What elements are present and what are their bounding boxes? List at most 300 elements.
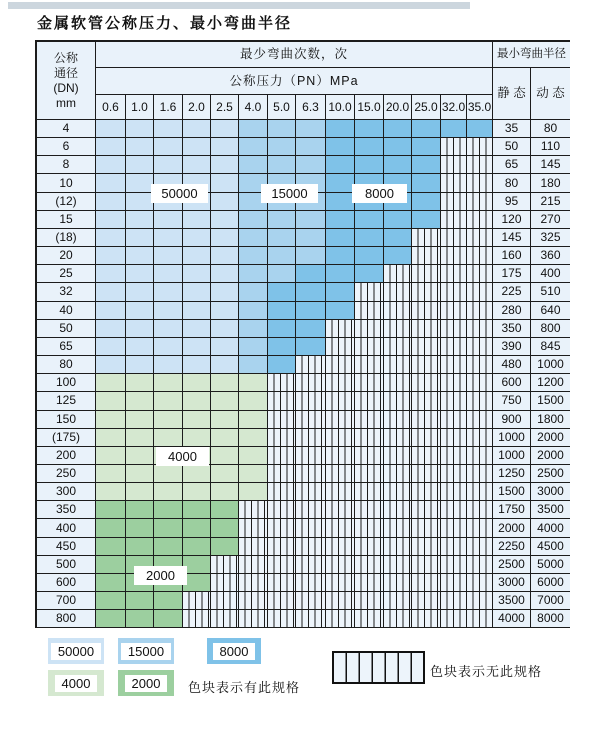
spec-cell	[96, 211, 126, 229]
table-header	[37, 42, 568, 120]
spec-cell	[412, 247, 441, 265]
static-radius-cell: 1000	[493, 447, 531, 465]
spec-cell	[384, 465, 412, 483]
dynamic-radius-cell: 2000	[531, 429, 570, 447]
legend-swatch-8000	[207, 638, 261, 664]
spec-cell	[441, 302, 467, 320]
spec-cell	[384, 483, 412, 501]
spec-cell	[441, 120, 467, 138]
spec-cell	[96, 283, 126, 301]
spec-cell	[296, 138, 326, 156]
spec-cell	[239, 465, 268, 483]
spec-cell	[355, 429, 384, 447]
dn-header-line: 通径	[53, 65, 78, 80]
spec-cell	[412, 556, 441, 574]
spec-cell	[268, 338, 296, 356]
pressure-header-cell: 2.5	[211, 95, 239, 120]
pressure-header-cell: 15.0	[355, 95, 384, 120]
dn-cell: 200	[37, 447, 96, 465]
static-column-header: 静 态	[493, 68, 531, 120]
spec-cell	[239, 538, 268, 556]
dn-cell: 400	[37, 519, 96, 537]
spec-cell	[154, 302, 183, 320]
spec-cell	[384, 592, 412, 610]
spec-cell	[467, 211, 493, 229]
spec-cell	[296, 429, 326, 447]
spec-cell	[239, 265, 268, 283]
spec-cell	[96, 556, 126, 574]
spec-cell	[384, 392, 412, 410]
spec-cell	[268, 120, 296, 138]
spec-cell	[126, 338, 154, 356]
spec-cell	[355, 483, 384, 501]
spec-cell	[441, 501, 467, 519]
spec-cell	[239, 592, 268, 610]
spec-cell	[126, 411, 154, 429]
spec-cell	[384, 574, 412, 592]
spec-cell	[412, 138, 441, 156]
spec-cell	[239, 501, 268, 519]
static-radius-cell: 750	[493, 392, 531, 410]
spec-cell	[412, 193, 441, 211]
spec-cell	[467, 429, 493, 447]
spec-cell	[296, 610, 326, 628]
spec-cell	[412, 156, 441, 174]
spec-cell	[326, 302, 355, 320]
zone-label-50000: 50000	[151, 184, 208, 203]
dn-cell: 800	[37, 610, 96, 628]
spec-cell	[211, 465, 239, 483]
static-radius-cell: 65	[493, 156, 531, 174]
spec-cell	[326, 610, 355, 628]
spec-cell	[326, 447, 355, 465]
pressure-header-cell: 6.3	[296, 95, 326, 120]
static-radius-cell: 350	[493, 320, 531, 338]
spec-cell	[412, 538, 441, 556]
spec-cell	[355, 211, 384, 229]
spec-cell	[211, 247, 239, 265]
spec-cell	[239, 556, 268, 574]
static-radius-cell: 175	[493, 265, 531, 283]
dn-header-line: mm	[56, 95, 76, 110]
spec-cell	[355, 302, 384, 320]
spec-cell	[268, 556, 296, 574]
static-radius-cell: 1000	[493, 429, 531, 447]
spec-cell	[211, 120, 239, 138]
spec-cell	[154, 429, 183, 447]
spec-cell	[355, 519, 384, 537]
spec-cell	[96, 519, 126, 537]
spec-cell	[467, 447, 493, 465]
spec-cell	[326, 374, 355, 392]
dynamic-radius-cell: 1000	[531, 356, 570, 374]
spec-cell	[96, 574, 126, 592]
dynamic-radius-cell: 845	[531, 338, 570, 356]
spec-cell	[154, 610, 183, 628]
spec-cell	[126, 465, 154, 483]
spec-cell	[296, 247, 326, 265]
spec-cell	[355, 156, 384, 174]
dynamic-radius-cell: 4500	[531, 538, 570, 556]
spec-cell	[384, 229, 412, 247]
spec-cell	[239, 374, 268, 392]
spec-cell	[326, 592, 355, 610]
spec-cell	[296, 356, 326, 374]
spec-cell	[326, 120, 355, 138]
spec-cell	[326, 356, 355, 374]
legend-value-2000: 2000	[125, 675, 168, 692]
spec-cell	[96, 356, 126, 374]
pressure-header-cell: 5.0	[268, 95, 296, 120]
dn-cell: 450	[37, 538, 96, 556]
spec-cell	[296, 483, 326, 501]
dynamic-radius-cell: 800	[531, 320, 570, 338]
spec-cell	[96, 501, 126, 519]
spec-cell	[412, 320, 441, 338]
dynamic-radius-cell: 2000	[531, 447, 570, 465]
spec-cell	[268, 229, 296, 247]
spec-cell	[239, 247, 268, 265]
spec-cell	[183, 538, 211, 556]
spec-cell	[384, 374, 412, 392]
pressure-header-cell: 1.6	[154, 95, 183, 120]
dynamic-radius-cell: 110	[531, 138, 570, 156]
spec-cell	[96, 229, 126, 247]
spec-cell	[384, 247, 412, 265]
spec-cell	[126, 374, 154, 392]
spec-cell	[412, 265, 441, 283]
spec-cell	[183, 429, 211, 447]
spec-cell	[296, 447, 326, 465]
dynamic-radius-cell: 2500	[531, 465, 570, 483]
spec-cell	[355, 320, 384, 338]
spec-cell	[96, 320, 126, 338]
spec-cell	[467, 247, 493, 265]
spec-cell	[355, 411, 384, 429]
spec-cell	[239, 338, 268, 356]
spec-cell	[96, 447, 126, 465]
spec-cell	[467, 465, 493, 483]
spec-cell	[96, 429, 126, 447]
spec-cell	[467, 338, 493, 356]
spec-cell	[412, 501, 441, 519]
spec-cell	[239, 574, 268, 592]
dn-cell: 250	[37, 465, 96, 483]
spec-cell	[268, 211, 296, 229]
spec-cell	[126, 320, 154, 338]
spec-cell	[467, 356, 493, 374]
spec-cell	[441, 265, 467, 283]
pressure-header-cell: 2.0	[183, 95, 211, 120]
spec-cell	[355, 592, 384, 610]
spec-cell	[441, 229, 467, 247]
spec-cell	[355, 356, 384, 374]
spec-cell	[96, 374, 126, 392]
spec-cell	[326, 138, 355, 156]
spec-cell	[384, 338, 412, 356]
spec-cell	[211, 320, 239, 338]
spec-cell	[441, 138, 467, 156]
spec-cell	[384, 610, 412, 628]
dn-cell: 6	[37, 138, 96, 156]
static-radius-cell: 1500	[493, 483, 531, 501]
dynamic-radius-cell: 5000	[531, 556, 570, 574]
dynamic-radius-cell: 180	[531, 174, 570, 192]
scan-edge-strip	[8, 2, 470, 9]
spec-cell	[355, 447, 384, 465]
spec-cell	[96, 156, 126, 174]
spec-cell	[412, 411, 441, 429]
legend-value-4000: 4000	[55, 675, 98, 692]
spec-cell	[412, 356, 441, 374]
spec-cell	[467, 483, 493, 501]
spec-cell	[467, 120, 493, 138]
spec-cell	[211, 574, 239, 592]
spec-cell	[326, 247, 355, 265]
spec-cell	[441, 320, 467, 338]
dynamic-radius-cell: 400	[531, 265, 570, 283]
spec-cell	[126, 156, 154, 174]
spec-cell	[211, 156, 239, 174]
static-radius-cell: 95	[493, 193, 531, 211]
spec-cell	[296, 320, 326, 338]
spec-cell	[211, 374, 239, 392]
spec-cell	[211, 193, 239, 211]
spec-cell	[183, 247, 211, 265]
spec-cell	[96, 465, 126, 483]
spec-table	[35, 40, 570, 628]
spec-cell	[384, 501, 412, 519]
spec-cell	[211, 483, 239, 501]
spec-cell	[268, 320, 296, 338]
static-radius-cell: 2000	[493, 519, 531, 537]
spec-cell	[96, 193, 126, 211]
spec-cell	[183, 120, 211, 138]
spec-cell	[268, 138, 296, 156]
spec-cell	[96, 411, 126, 429]
spec-cell	[412, 229, 441, 247]
legend-no-spec-text: 色块表示无此规格	[430, 664, 543, 679]
spec-cell	[154, 538, 183, 556]
spec-cell	[268, 283, 296, 301]
dynamic-radius-cell: 3500	[531, 501, 570, 519]
spec-cell	[384, 356, 412, 374]
spec-cell	[183, 265, 211, 283]
spec-cell	[467, 229, 493, 247]
spec-cell	[326, 519, 355, 537]
spec-cell	[441, 483, 467, 501]
spec-cell	[412, 519, 441, 537]
spec-cell	[126, 519, 154, 537]
spec-cell	[296, 302, 326, 320]
spec-cell	[384, 538, 412, 556]
static-radius-cell: 50	[493, 138, 531, 156]
spec-cell	[384, 429, 412, 447]
spec-cell	[154, 483, 183, 501]
spec-cell	[239, 302, 268, 320]
static-radius-cell: 145	[493, 229, 531, 247]
pressure-header-cell: 35.0	[467, 95, 493, 120]
spec-cell	[296, 501, 326, 519]
spec-cell	[268, 374, 296, 392]
spec-cell	[183, 338, 211, 356]
spec-cell	[326, 265, 355, 283]
spec-cell	[355, 247, 384, 265]
spec-cell	[183, 283, 211, 301]
spec-cell	[412, 465, 441, 483]
pressure-header-cell: 25.0	[412, 95, 441, 120]
spec-cell	[326, 338, 355, 356]
spec-cell	[467, 193, 493, 211]
spec-cell	[239, 356, 268, 374]
spec-cell	[412, 302, 441, 320]
spec-cell	[239, 138, 268, 156]
dynamic-radius-cell: 360	[531, 247, 570, 265]
spec-cell	[384, 211, 412, 229]
spec-cell	[268, 265, 296, 283]
spec-cell	[467, 592, 493, 610]
spec-cell	[467, 320, 493, 338]
min-bend-radius-header: 最小弯曲半径	[493, 42, 570, 68]
spec-cell	[441, 429, 467, 447]
spec-cell	[126, 447, 154, 465]
spec-cell	[326, 411, 355, 429]
dn-cell: 25	[37, 265, 96, 283]
spec-cell	[239, 483, 268, 501]
spec-cell	[126, 193, 154, 211]
spec-cell	[211, 447, 239, 465]
spec-cell	[412, 338, 441, 356]
spec-cell	[126, 283, 154, 301]
pressure-header-cell: 0.6	[96, 95, 126, 120]
spec-cell	[183, 610, 211, 628]
spec-cell	[384, 302, 412, 320]
spec-cell	[268, 501, 296, 519]
spec-cell	[183, 211, 211, 229]
spec-cell	[268, 356, 296, 374]
spec-cell	[211, 174, 239, 192]
spec-cell	[268, 592, 296, 610]
spec-cell	[441, 283, 467, 301]
spec-cell	[441, 156, 467, 174]
spec-cell	[296, 265, 326, 283]
spec-cell	[441, 556, 467, 574]
spec-cell	[154, 283, 183, 301]
static-radius-cell: 280	[493, 302, 531, 320]
spec-cell	[183, 483, 211, 501]
spec-cell	[355, 501, 384, 519]
spec-cell	[326, 193, 355, 211]
spec-cell	[384, 120, 412, 138]
spec-cell	[268, 574, 296, 592]
spec-cell	[183, 138, 211, 156]
spec-cell	[268, 483, 296, 501]
dn-cell: 50	[37, 320, 96, 338]
dn-cell: 80	[37, 356, 96, 374]
spec-cell	[441, 519, 467, 537]
spec-cell	[441, 247, 467, 265]
spec-cell	[96, 265, 126, 283]
spec-cell	[239, 156, 268, 174]
spec-cell	[412, 610, 441, 628]
spec-cell	[96, 247, 126, 265]
spec-cell	[211, 338, 239, 356]
spec-cell	[296, 465, 326, 483]
spec-cell	[126, 302, 154, 320]
spec-cell	[126, 120, 154, 138]
spec-cell	[183, 465, 211, 483]
dn-cell: 150	[37, 411, 96, 429]
spec-cell	[268, 519, 296, 537]
spec-cell	[467, 538, 493, 556]
dynamic-radius-cell: 3000	[531, 483, 570, 501]
dn-header-line: (DN)	[53, 80, 79, 95]
bend-cycles-header: 最少弯曲次数，次	[96, 42, 493, 68]
dn-cell: 20	[37, 247, 96, 265]
spec-cell	[268, 610, 296, 628]
static-radius-cell: 160	[493, 247, 531, 265]
spec-cell	[183, 392, 211, 410]
spec-cell	[154, 411, 183, 429]
spec-cell	[154, 211, 183, 229]
spec-cell	[96, 338, 126, 356]
spec-cell	[96, 138, 126, 156]
spec-cell	[326, 211, 355, 229]
spec-cell	[384, 265, 412, 283]
dn-cell: 10	[37, 174, 96, 192]
spec-cell	[326, 538, 355, 556]
spec-cell	[154, 356, 183, 374]
spec-cell	[412, 483, 441, 501]
dynamic-radius-cell: 145	[531, 156, 570, 174]
pressure-header-cell: 10.0	[326, 95, 355, 120]
static-radius-cell: 1750	[493, 501, 531, 519]
spec-cell	[412, 174, 441, 192]
spec-cell	[154, 320, 183, 338]
dn-cell: 125	[37, 392, 96, 410]
dn-cell: 65	[37, 338, 96, 356]
dn-cell: 300	[37, 483, 96, 501]
spec-cell	[211, 283, 239, 301]
spec-cell	[126, 483, 154, 501]
spec-cell	[296, 592, 326, 610]
spec-cell	[183, 574, 211, 592]
dn-cell: (12)	[37, 193, 96, 211]
legend-has-spec-text: 色块表示有此规格	[188, 680, 301, 695]
spec-cell	[268, 392, 296, 410]
spec-cell	[355, 265, 384, 283]
spec-cell	[183, 501, 211, 519]
static-radius-cell: 900	[493, 411, 531, 429]
spec-cell	[412, 374, 441, 392]
legend-swatch-4000	[48, 670, 104, 696]
spec-cell	[183, 519, 211, 537]
spec-cell	[211, 138, 239, 156]
spec-cell	[126, 392, 154, 410]
spec-cell	[96, 174, 126, 192]
spec-cell	[154, 501, 183, 519]
static-radius-cell: 3000	[493, 574, 531, 592]
spec-cell	[441, 538, 467, 556]
legend-value-8000: 8000	[213, 643, 256, 660]
spec-cell	[296, 574, 326, 592]
spec-cell	[441, 392, 467, 410]
spec-cell	[326, 465, 355, 483]
spec-cell	[268, 429, 296, 447]
spec-cell	[183, 320, 211, 338]
spec-cell	[355, 338, 384, 356]
spec-cell	[183, 374, 211, 392]
